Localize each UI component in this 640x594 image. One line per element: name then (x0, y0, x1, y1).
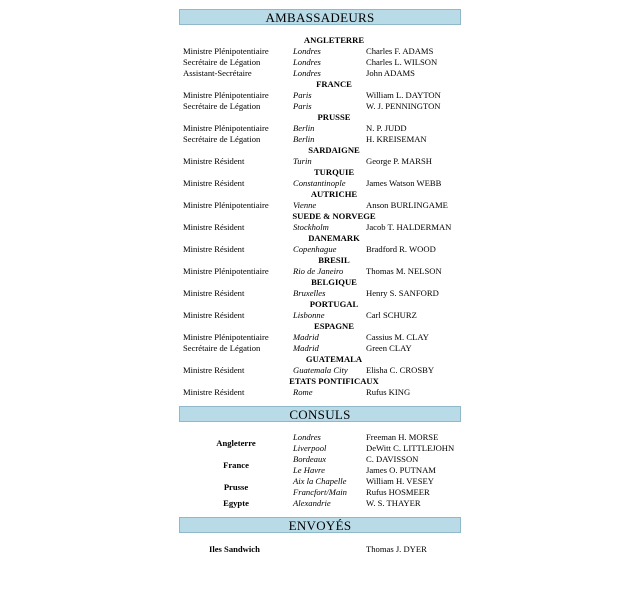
country-heading-row (183, 79, 463, 90)
person-name: W. S. THAYER (366, 498, 421, 508)
city-label: Berlin (293, 123, 315, 133)
country-heading-row (183, 354, 463, 365)
ambassadeurs-list (183, 35, 463, 398)
envoy-entry-row (183, 266, 463, 277)
country-heading: AUTRICHE (310, 189, 358, 199)
country-heading-row (183, 376, 463, 387)
person-name: Charles F. ADAMS (366, 46, 434, 56)
role-label: Secrétaire de Légation (183, 343, 261, 353)
person-name: C. DAVISSON (366, 454, 419, 464)
envoy-entry-row (183, 101, 463, 112)
envoy-entry-row (183, 68, 463, 79)
person-name: Anson BURLINGAME (366, 200, 448, 210)
city-label: Constantinople (293, 178, 346, 188)
person-name: Rufus HOSMEER (366, 487, 430, 497)
country-heading-row (183, 145, 463, 156)
person-name: Carl SCHURZ (366, 310, 417, 320)
person-name: N. P. JUDD (366, 123, 407, 133)
role-label: Ministre Résident (183, 310, 245, 320)
city-label: Guatemala City (293, 365, 348, 375)
envoyes-title: ENVOYÉS (288, 518, 352, 533)
envoy-entry-row (183, 156, 463, 167)
consul-country: France (223, 459, 249, 470)
consul-entry-row (183, 476, 463, 487)
city-label: Stockholm (293, 222, 329, 232)
city-label: Vienne (293, 200, 317, 210)
envoy-entry-row (183, 178, 463, 189)
country-heading: FRANCE (316, 79, 352, 89)
envoy-entry-row (183, 200, 463, 211)
city-label: Madrid (293, 343, 319, 353)
person-name: H. KREISEMAN (366, 134, 427, 144)
country-heading: DANEMARK (308, 233, 360, 243)
country-heading: ANGLETERRE (303, 35, 365, 45)
person-name: William L. DAYTON (366, 90, 441, 100)
country-heading: BRESIL (318, 255, 350, 265)
envoy-entry-row (183, 57, 463, 68)
envoy-entry-row (183, 244, 463, 255)
country-heading: GUATEMALA (305, 354, 363, 364)
person-name: James Watson WEBB (366, 178, 442, 188)
person-name: Cassius M. CLAY (366, 332, 429, 342)
country-heading-row (183, 233, 463, 244)
country-heading: BELGIQUE (311, 277, 357, 287)
city-label: Londres (293, 46, 321, 56)
consul-entry-row (183, 454, 463, 465)
country-heading-row (183, 211, 463, 222)
envoy-entry-row (183, 310, 463, 321)
city-label: Bordeaux (293, 454, 327, 464)
country-heading: TURQUIE (313, 167, 355, 177)
envoy-entry-row (183, 387, 463, 398)
city-label: Lisbonne (293, 310, 325, 320)
role-label: Ministre Résident (183, 244, 245, 254)
person-name: DeWitt C. LITTLEJOHN (366, 443, 455, 453)
city-label: Madrid (293, 332, 319, 342)
envoy-name: Thomas J. DYER (366, 544, 427, 554)
role-label: Secrétaire de Légation (183, 57, 261, 67)
role-label: Ministre Résident (183, 178, 245, 188)
city-label: Berlin (293, 134, 315, 144)
person-name: W. J. PENNINGTON (366, 101, 441, 111)
person-name: Freeman H. MORSE (366, 432, 439, 442)
country-heading-row (183, 299, 463, 310)
consul-country: Prusse (223, 481, 249, 492)
consul-entry-row (183, 465, 463, 476)
envoy-entry-row (183, 365, 463, 376)
envoy-entry-row (183, 222, 463, 233)
city-label: Alexandrie (293, 498, 331, 508)
role-label: Ministre Résident (183, 387, 245, 397)
envoy-entry-row (183, 134, 463, 145)
country-heading-row (183, 277, 463, 288)
envoy-entry-row (183, 90, 463, 101)
role-label: Ministre Plénipotentiaire (183, 266, 269, 276)
city-label: Paris (293, 101, 312, 111)
country-heading: ETATS PONTIFICAUX (289, 376, 379, 386)
person-name: Henry S. SANFORD (366, 288, 439, 298)
person-name: Charles L. WILSON (366, 57, 438, 67)
country-heading-row (183, 189, 463, 200)
person-name: John ADAMS (366, 68, 415, 78)
role-label: Assistant-Secrétaire (183, 68, 252, 78)
city-label: Paris (293, 90, 312, 100)
consuls-header (179, 406, 461, 422)
role-label: Secrétaire de Légation (183, 134, 261, 144)
ambassadeurs-title: AMBASSADEURS (265, 10, 375, 25)
ambassadeurs-header (179, 9, 461, 25)
consul-country: Egypte (223, 498, 249, 508)
country-heading: PORTUGAL (309, 299, 359, 309)
role-label: Ministre Plénipotentiaire (183, 123, 269, 133)
person-name: James O. PUTNAM (366, 465, 436, 475)
envoy-country: Iles Sandwich (209, 544, 260, 554)
city-label: Liverpool (293, 443, 327, 453)
consuls-title: CONSULS (289, 407, 351, 422)
country-heading-row (183, 321, 463, 332)
person-name: William H. VESEY (366, 476, 435, 486)
city-label: Francfort/Main (293, 487, 347, 497)
city-label: Aix la Chapelle (293, 476, 347, 486)
country-heading: ESPAGNE (314, 321, 354, 331)
city-label: Le Havre (293, 465, 325, 475)
country-heading: SARDAIGNE (308, 145, 360, 155)
person-name: Rufus KING (366, 387, 411, 397)
city-label: Turin (293, 156, 312, 166)
country-heading-row (183, 255, 463, 266)
city-label: Rome (293, 387, 313, 397)
person-name: Elisha C. CROSBY (366, 365, 435, 375)
envoy-entry-row (183, 343, 463, 354)
consul-entry-row (183, 498, 463, 509)
person-name: Jacob T. HALDERMAN (366, 222, 452, 232)
envoy-entry-row (183, 123, 463, 134)
country-heading-row (183, 112, 463, 123)
role-label: Ministre Plénipotentiaire (183, 332, 269, 342)
role-label: Ministre Plénipotentiaire (183, 46, 269, 56)
country-heading-row (183, 167, 463, 178)
city-label: Londres (293, 57, 321, 67)
consul-entry-row (183, 432, 463, 443)
person-name: George P. MARSH (366, 156, 432, 166)
role-label: Ministre Résident (183, 222, 245, 232)
person-name: Thomas M. NELSON (366, 266, 442, 276)
consul-entry-row (183, 443, 463, 454)
person-name: Bradford R. WOOD (366, 244, 436, 254)
city-label: Londres (293, 432, 321, 442)
role-label: Ministre Plénipotentiaire (183, 90, 269, 100)
city-label: Bruxelles (293, 288, 326, 298)
consul-country: Angleterre (216, 437, 256, 448)
country-heading-row (183, 35, 463, 46)
role-label: Ministre Résident (183, 156, 245, 166)
role-label: Ministre Résident (183, 365, 245, 375)
envoyes-header (179, 517, 461, 533)
role-label: Ministre Plénipotentiaire (183, 200, 269, 210)
consul-entry-row (183, 487, 463, 498)
role-label: Secrétaire de Légation (183, 101, 261, 111)
person-name: Green CLAY (366, 343, 412, 353)
envoy-entry-row (183, 288, 463, 299)
role-label: Ministre Résident (183, 288, 245, 298)
envoy-entry-row (183, 332, 463, 343)
city-label: Copenhague (293, 244, 337, 254)
envoy-entry-row (183, 46, 463, 57)
city-label: Londres (293, 68, 321, 78)
envoy-row (183, 544, 463, 555)
country-heading: PRUSSE (317, 112, 351, 122)
city-label: Rio de Janeiro (293, 266, 344, 276)
country-heading: SUEDE & NORVEGE (292, 211, 376, 221)
